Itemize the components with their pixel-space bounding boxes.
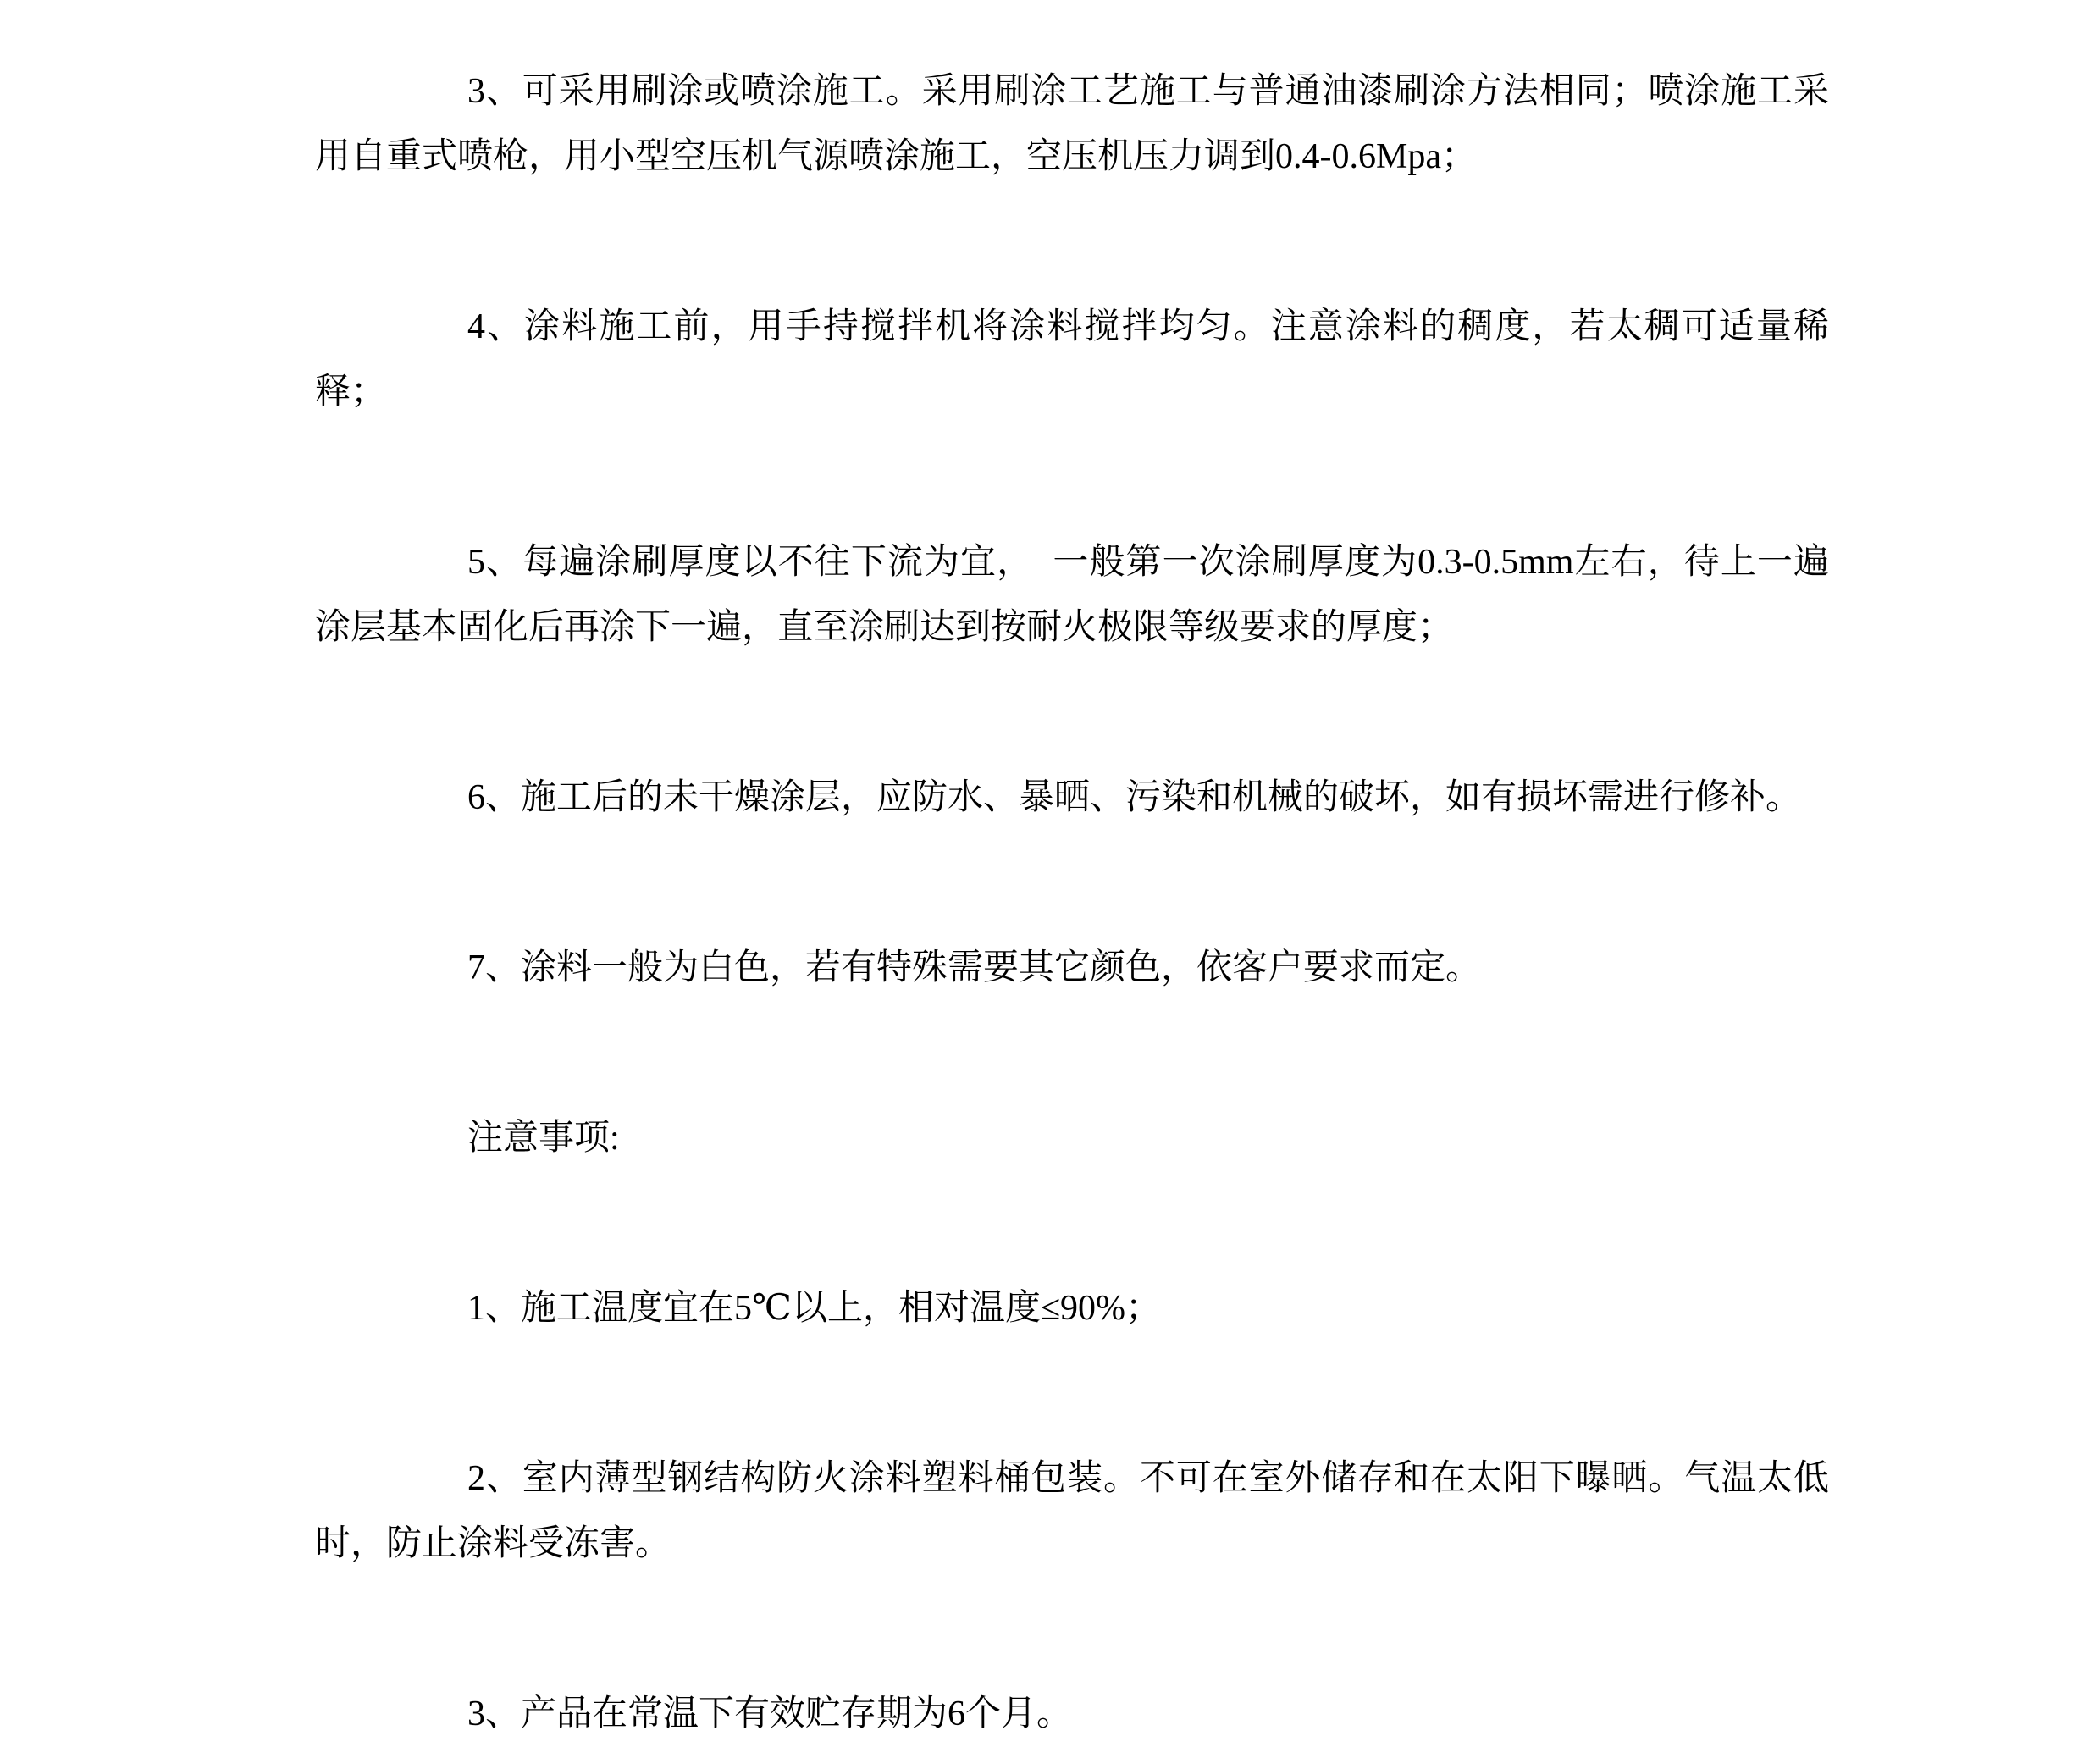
paragraph-coat-thickness: 5、每遍涂刷厚度以不往下流为宜， 一般第一次涂刷厚度为0.3-0.5mm左右，待上一遍涂层基本固化后再涂下一遍，直至涂刷达到按耐火极限等级要求的厚度； xyxy=(315,543,1829,647)
notes-heading: 注意事项: xyxy=(467,1119,620,1158)
note-shelf-life: 3、产品在常温下有效贮存期为6个月。 xyxy=(467,1694,1073,1733)
note-temperature: 1、施工温度宜在5℃以上，相对温度≤90%； xyxy=(467,1289,1162,1328)
paragraph-protect-wet-coating: 6、施工后的未干燥涂层，应防水、暴晒、污染和机械的破坏，如有损坏需进行修补。 xyxy=(467,778,1802,817)
note-storage: 2、室内薄型钢结构防火涂料塑料桶包装。不可在室外储存和在太阳下曝晒。气温太低时，防止涂料受冻害。 xyxy=(315,1459,1829,1563)
paragraph-color: 7、涂料一般为白色，若有特殊需要其它颜色，依客户要求而定。 xyxy=(467,948,1482,987)
paragraph-brush-or-spray: 3、可采用刷涂或喷涂施工。采用刷涂工艺施工与普通油漆刷涂方法相同；喷涂施工采用自重式喷枪，用小型空压机气源喷涂施工，空压机压力调到0.4-0.6Mpa； xyxy=(315,72,1829,176)
paragraph-stirring: 4、涂料施工前，用手持搅拌机将涂料搅拌均匀。注意涂料的稠度，若太稠可适量稀释； xyxy=(315,307,1829,412)
